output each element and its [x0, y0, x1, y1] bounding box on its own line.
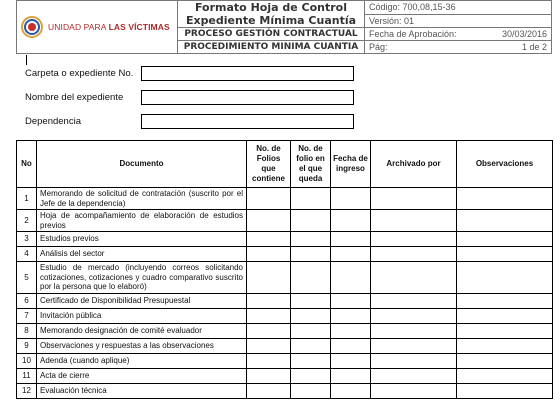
folios-cell[interactable] — [247, 210, 291, 232]
row-document: Certificado de Disponibilidad Presupuestal — [37, 293, 247, 308]
fecha-ingreso-cell[interactable] — [331, 308, 371, 323]
dependencia-label: Dependencia — [25, 116, 81, 127]
folio-queda-cell[interactable] — [291, 232, 331, 247]
observaciones-cell[interactable] — [457, 368, 553, 383]
observaciones-cell[interactable] — [457, 353, 553, 368]
row-number: 6 — [17, 293, 37, 308]
folio-queda-cell[interactable] — [291, 353, 331, 368]
row-number: 10 — [17, 353, 37, 368]
table-row — [17, 323, 553, 338]
row-document: Memorando de solicitud de contratación (suscrito por el Jefe de la dependencia) — [37, 188, 247, 210]
folio-queda-cell[interactable] — [291, 368, 331, 383]
folios-cell[interactable] — [247, 308, 291, 323]
archivado-por-cell[interactable] — [371, 262, 457, 294]
row-document: Estudio de mercado (incluyendo correos solicitando cotizaciones, cotizaciones y cuadro comparativo suscrito por la persona que lo elaboró) — [37, 262, 247, 294]
row-number: 5 — [17, 262, 37, 294]
fecha-ingreso-cell[interactable] — [331, 232, 371, 247]
archivado-por-cell[interactable] — [371, 353, 457, 368]
table-row — [17, 383, 553, 398]
document-header — [16, 0, 552, 54]
table-row — [17, 188, 553, 210]
table-row — [17, 232, 553, 247]
folio-queda-cell[interactable] — [291, 323, 331, 338]
nombre-label: Nombre del expediente — [25, 92, 124, 103]
folio-queda-cell[interactable] — [291, 262, 331, 294]
archivado-por-cell[interactable] — [371, 188, 457, 210]
row-number: 2 — [17, 210, 37, 232]
procedure-name: PROCEDIMIENTO MINIMA CUANTIA — [178, 41, 365, 54]
observaciones-cell[interactable] — [457, 232, 553, 247]
folio-queda-cell[interactable] — [291, 308, 331, 323]
row-document: Observaciones y respuestas a las observaciones — [37, 338, 247, 353]
table-header-row — [17, 141, 553, 188]
observaciones-cell[interactable] — [457, 383, 553, 398]
carpeta-input[interactable] — [141, 66, 354, 81]
victims-unit-logo-icon — [21, 16, 43, 38]
row-document: Adenda (cuando aplique) — [37, 353, 247, 368]
folios-cell[interactable] — [247, 323, 291, 338]
folios-cell[interactable] — [247, 293, 291, 308]
folios-cell[interactable] — [247, 232, 291, 247]
fecha-ingreso-cell[interactable] — [331, 383, 371, 398]
table-row — [17, 262, 553, 294]
process-name: PROCESO GESTIÓN CONTRACTUAL — [178, 28, 365, 41]
code-cell — [365, 1, 552, 15]
row-document: Estudios previos — [37, 232, 247, 247]
row-document: Hoja de acompañamiento de elaboración de estudios previos — [37, 210, 247, 232]
header-documento: Documento — [37, 141, 247, 188]
row-document: Análisis del sector — [37, 247, 247, 262]
observaciones-cell[interactable] — [457, 247, 553, 262]
row-number: 3 — [17, 232, 37, 247]
observaciones-cell[interactable] — [457, 262, 553, 294]
observaciones-cell[interactable] — [457, 188, 553, 210]
form-title: Formato Hoja de Control Expediente Mínima Cuantía — [185, 1, 357, 27]
observaciones-cell[interactable] — [457, 308, 553, 323]
row-number: 4 — [17, 247, 37, 262]
fecha-ingreso-cell[interactable] — [331, 368, 371, 383]
observaciones-cell[interactable] — [457, 210, 553, 232]
header-folio-queda: No. de folio en el que queda — [291, 141, 331, 188]
header-folios: No. de Folios que contiene — [247, 141, 291, 188]
fecha-ingreso-cell[interactable] — [331, 210, 371, 232]
form-title-cell — [178, 1, 365, 28]
header-archivado-por: Archivado por — [371, 141, 457, 188]
logo-text-regular: UNIDAD PARA — [48, 22, 109, 32]
archivado-por-cell[interactable] — [371, 338, 457, 353]
header-observaciones: Observaciones — [457, 141, 553, 188]
folios-cell[interactable] — [247, 368, 291, 383]
archivado-por-cell[interactable] — [371, 210, 457, 232]
header-fecha-ingreso: Fecha de ingreso — [331, 141, 371, 188]
logo-text-bold: LAS VÍCTIMAS — [108, 22, 170, 32]
observaciones-cell[interactable] — [457, 323, 553, 338]
page-label: Pág: — [369, 42, 388, 52]
text-cursor — [26, 55, 27, 65]
fecha-ingreso-cell[interactable] — [331, 247, 371, 262]
folios-cell[interactable] — [247, 353, 291, 368]
fecha-ingreso-cell[interactable] — [331, 338, 371, 353]
observaciones-cell[interactable] — [457, 293, 553, 308]
control-table — [16, 140, 553, 399]
table-body — [17, 188, 553, 399]
form-version: Versión: 01 — [369, 15, 415, 26]
archivado-por-cell[interactable] — [371, 247, 457, 262]
unidad-victimas-logo — [21, 16, 173, 38]
archivado-por-cell[interactable] — [371, 368, 457, 383]
table-row — [17, 353, 553, 368]
table-row — [17, 308, 553, 323]
folio-queda-cell[interactable] — [291, 383, 331, 398]
approval-date: 30/03/2016 — [501, 29, 547, 39]
row-number: 11 — [17, 368, 37, 383]
table-row — [17, 210, 553, 232]
archivado-por-cell[interactable] — [371, 308, 457, 323]
archivado-por-cell[interactable] — [371, 383, 457, 398]
row-number: 9 — [17, 338, 37, 353]
row-number: 8 — [17, 323, 37, 338]
row-number: 12 — [17, 383, 37, 398]
fecha-ingreso-cell[interactable] — [331, 262, 371, 294]
folios-cell[interactable] — [247, 383, 291, 398]
table-row — [17, 293, 553, 308]
row-document: Acta de cierre — [37, 368, 247, 383]
approval-label: Fecha de Aprobación: — [369, 29, 457, 39]
folios-cell[interactable] — [247, 247, 291, 262]
logo-cell — [17, 1, 178, 54]
folio-queda-cell[interactable] — [291, 247, 331, 262]
archivado-por-cell[interactable] — [371, 323, 457, 338]
row-document: Memorando designación de comité evaluador — [37, 323, 247, 338]
fecha-ingreso-cell[interactable] — [331, 188, 371, 210]
approval-cell — [365, 28, 552, 41]
fecha-ingreso-cell[interactable] — [331, 293, 371, 308]
page-number: 1 de 2 — [521, 42, 547, 52]
header-no: No — [17, 141, 37, 188]
form-code: Código: 700,08,15-36 — [369, 2, 456, 13]
folios-cell[interactable] — [247, 188, 291, 210]
archivado-por-cell[interactable] — [371, 232, 457, 247]
nombre-input[interactable] — [141, 90, 354, 105]
folio-queda-cell[interactable] — [291, 210, 331, 232]
folio-queda-cell[interactable] — [291, 293, 331, 308]
table-row — [17, 247, 553, 262]
dependencia-input[interactable] — [141, 114, 354, 129]
row-document: Evaluación técnica — [37, 383, 247, 398]
row-number: 1 — [17, 188, 37, 210]
page-cell — [365, 41, 552, 54]
folios-cell[interactable] — [247, 338, 291, 353]
row-document: Invitación pública — [37, 308, 247, 323]
fecha-ingreso-cell[interactable] — [331, 353, 371, 368]
carpeta-label: Carpeta o expediente No. — [25, 68, 134, 79]
archivado-por-cell[interactable] — [371, 293, 457, 308]
table-row — [17, 368, 553, 383]
logo-text — [48, 22, 170, 32]
row-number: 7 — [17, 308, 37, 323]
folios-cell[interactable] — [247, 262, 291, 294]
table-row — [17, 338, 553, 353]
folio-queda-cell[interactable] — [291, 338, 331, 353]
folio-queda-cell[interactable] — [291, 188, 331, 210]
fecha-ingreso-cell[interactable] — [331, 323, 371, 338]
version-cell — [365, 14, 552, 28]
observaciones-cell[interactable] — [457, 338, 553, 353]
